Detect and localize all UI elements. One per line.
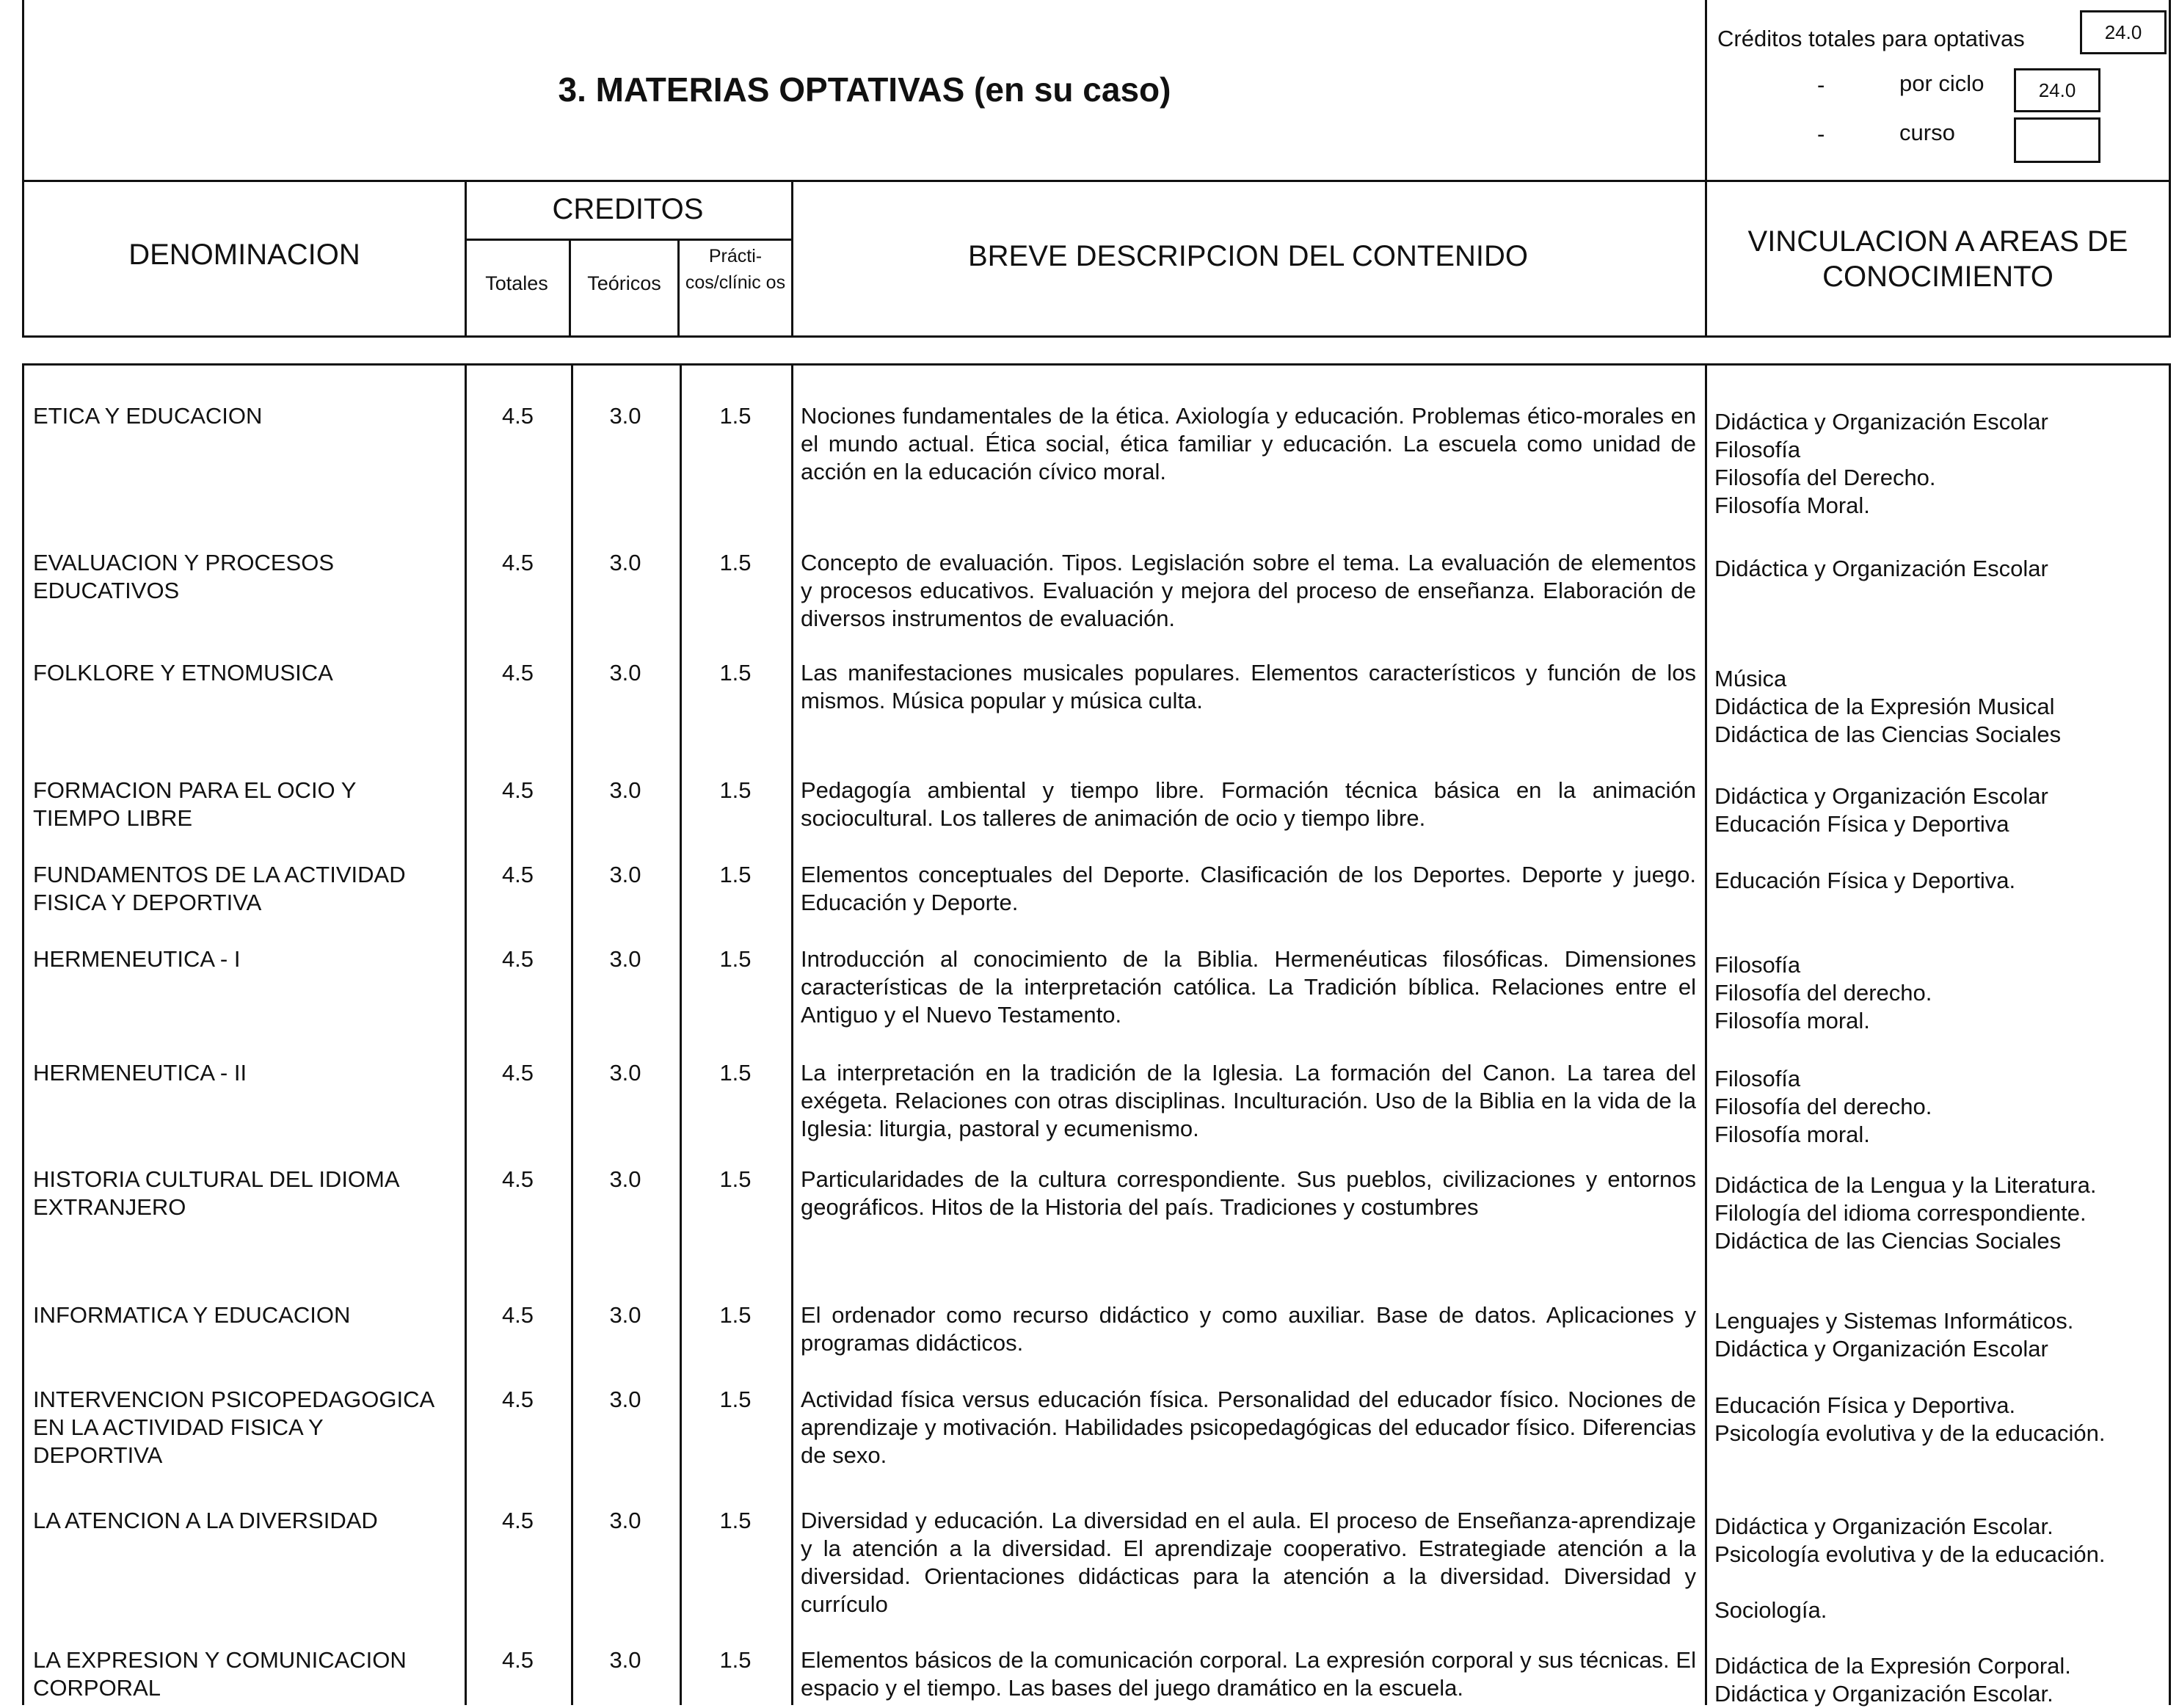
credits-theory: 3.0 bbox=[609, 1302, 641, 1328]
knowledge-areas bbox=[1714, 665, 2169, 749]
credits-theory: 3.0 bbox=[609, 1387, 641, 1412]
practicos-header bbox=[680, 239, 791, 335]
course-description: Las manifestaciones musicales populares. Elementos característicos y función de los mismos. Música popular y música culta. bbox=[801, 660, 1696, 713]
column-headers bbox=[24, 180, 2169, 335]
totales-header bbox=[465, 239, 571, 335]
course-description: El ordenador como recurso didáctico y como auxiliar. Base de datos. Aplicaciones y programas didácticos. bbox=[801, 1302, 1696, 1356]
credits-total: 4.5 bbox=[501, 403, 534, 429]
teoricos-label: Teóricos bbox=[587, 272, 661, 294]
denominacion-header bbox=[24, 180, 467, 335]
knowledge-areas bbox=[1714, 1513, 2169, 1624]
credits-practice: 1.5 bbox=[719, 403, 752, 429]
creditos-header bbox=[465, 180, 793, 335]
knowledge-area: Filosofía bbox=[1714, 437, 1801, 462]
knowledge-area: Didáctica y Organización Escolar bbox=[1714, 783, 2048, 809]
knowledge-area: Psicología evolutiva y de la educación. bbox=[1714, 1541, 2106, 1567]
per-course-dash: - bbox=[1817, 121, 1825, 147]
credits-total: 4.5 bbox=[501, 1302, 534, 1328]
credits-theory: 3.0 bbox=[609, 946, 641, 972]
knowledge-area: Didáctica y Organización Escolar bbox=[1714, 1336, 2048, 1362]
knowledge-area: Educación Física y Deportiva. bbox=[1714, 868, 2016, 893]
credits-theory: 3.0 bbox=[609, 1647, 641, 1673]
credits-theory: 3.0 bbox=[609, 1166, 641, 1192]
credits-practice: 1.5 bbox=[719, 777, 752, 803]
knowledge-area: Didáctica de las Ciencias Sociales bbox=[1714, 722, 2062, 747]
course-name: HERMENEUTICA - I bbox=[33, 946, 241, 972]
course-description: Actividad física versus educación física. Personalidad del educador físico. Nociones de aprendizaje y motivación. Habilidades psicopedagógicas del educador físico. Diferencias de sexo. bbox=[801, 1387, 1696, 1468]
knowledge-area: Filosofía bbox=[1714, 952, 1801, 978]
credits-practice: 1.5 bbox=[719, 946, 752, 972]
total-credits-label: Créditos totales para optativas bbox=[1717, 26, 2025, 51]
teoricos-header bbox=[571, 239, 680, 335]
page-title: 3. MATERIAS OPTATIVAS (en su caso) bbox=[558, 70, 1171, 109]
knowledge-areas bbox=[1714, 555, 2169, 583]
course-name: INTERVENCION PSICOPEDAGOGICA EN LA ACTIVIDAD FISICA Y DEPORTIVA bbox=[33, 1387, 434, 1468]
total-credits-value: 24.0 bbox=[2080, 10, 2167, 54]
course-name: LA EXPRESION Y COMUNICACION CORPORAL bbox=[33, 1647, 407, 1701]
credits-theory: 3.0 bbox=[609, 1060, 641, 1086]
credits-practice: 1.5 bbox=[719, 1647, 752, 1673]
credits-theory: 3.0 bbox=[609, 550, 641, 575]
descripcion-header bbox=[791, 180, 1707, 335]
knowledge-area: Filosofía moral. bbox=[1714, 1008, 1870, 1033]
creditos-label: CREDITOS bbox=[465, 180, 791, 241]
credits-total: 4.5 bbox=[501, 660, 534, 686]
course-name: HISTORIA CULTURAL DEL IDIOMA EXTRANJERO bbox=[33, 1166, 399, 1220]
credits-practice: 1.5 bbox=[719, 1302, 752, 1328]
course-name: FUNDAMENTOS DE LA ACTIVIDAD FISICA Y DEPORTIVA bbox=[33, 862, 406, 915]
credits-total: 4.5 bbox=[501, 1387, 534, 1412]
knowledge-area: Didáctica de la Expresión Corporal. bbox=[1714, 1653, 2071, 1679]
vinculacion-header bbox=[1705, 180, 2171, 335]
knowledge-area: Didáctica y Organización Escolar. bbox=[1714, 1513, 2054, 1539]
knowledge-area: Filosofía del derecho. bbox=[1714, 1094, 1932, 1119]
credits-total: 4.5 bbox=[501, 946, 534, 972]
per-cycle-label: por ciclo bbox=[1899, 70, 1985, 96]
credits-theory: 3.0 bbox=[609, 403, 641, 429]
credits-total: 4.5 bbox=[501, 1166, 534, 1192]
knowledge-area: Filosofía bbox=[1714, 1066, 1801, 1091]
knowledge-area: Filosofía del Derecho. bbox=[1714, 465, 1936, 490]
knowledge-area: Didáctica y Organización Escolar bbox=[1714, 556, 2048, 581]
knowledge-area: Didáctica y Organización Escolar bbox=[1714, 409, 2048, 435]
column-divider bbox=[791, 366, 793, 1705]
course-name: ETICA Y EDUCACION bbox=[33, 403, 263, 429]
course-name: FOLKLORE Y ETNOMUSICA bbox=[33, 660, 333, 686]
courses-table bbox=[22, 363, 2171, 1705]
knowledge-area: Filosofía del derecho. bbox=[1714, 980, 1932, 1006]
course-description: Pedagogía ambiental y tiempo libre. Formación técnica básica en la animación sociocultural. Los talleres de animación de ocio y tiempo libre. bbox=[801, 777, 1696, 831]
column-divider bbox=[1705, 366, 1707, 1705]
course-name: FORMACION PARA EL OCIO Y TIEMPO LIBRE bbox=[33, 777, 356, 831]
credits-total: 4.5 bbox=[501, 862, 534, 887]
credits-practice: 1.5 bbox=[719, 862, 752, 887]
knowledge-areas bbox=[1714, 782, 2169, 838]
credits-total: 4.5 bbox=[501, 777, 534, 803]
credits-total: 4.5 bbox=[501, 1060, 534, 1086]
knowledge-area: Didáctica y Organización Escolar. bbox=[1714, 1681, 2054, 1707]
practicos-label: Prácti-cos/clínic os bbox=[685, 246, 786, 293]
knowledge-area: Lenguajes y Sistemas Informáticos. bbox=[1714, 1308, 2074, 1334]
credits-theory: 3.0 bbox=[609, 777, 641, 803]
credits-practice: 1.5 bbox=[719, 1166, 752, 1192]
knowledge-area: Educación Física y Deportiva bbox=[1714, 811, 2009, 837]
credits-total: 4.5 bbox=[501, 1508, 534, 1533]
credits-total: 4.5 bbox=[501, 550, 534, 575]
knowledge-area: Filosofía moral. bbox=[1714, 1122, 1870, 1147]
credits-practice: 1.5 bbox=[719, 1060, 752, 1086]
knowledge-area: Sociología. bbox=[1714, 1597, 1827, 1623]
knowledge-area: Filosofía Moral. bbox=[1714, 493, 1870, 518]
per-course-value bbox=[2014, 117, 2100, 163]
per-course-label: curso bbox=[1899, 120, 1955, 145]
per-cycle-value: 24.0 bbox=[2014, 68, 2100, 112]
knowledge-areas bbox=[1714, 867, 2169, 895]
course-description: La interpretación en la tradición de la Iglesia. La formación del Canon. La tarea del exégeta. Relaciones con otras disciplinas. Inculturación. Uso de la Biblia en la vida de la Iglesia: liturgia, pastoral y ecumenismo. bbox=[801, 1060, 1696, 1141]
course-name: INFORMATICA Y EDUCACION bbox=[33, 1302, 351, 1328]
course-name: EVALUACION Y PROCESOS EDUCATIVOS bbox=[33, 550, 335, 603]
knowledge-area bbox=[1714, 1569, 2169, 1596]
vinculacion-label: VINCULACION A AREAS DE CONOCIMIENTO bbox=[1747, 225, 2128, 293]
course-description: Particularidades de la cultura correspondiente. Sus pueblos, civilizaciones y entornos geográficos. Hitos de la Historia del país. Tradiciones y costumbres bbox=[801, 1166, 1696, 1220]
knowledge-areas bbox=[1714, 1307, 2169, 1363]
title-row bbox=[24, 0, 2169, 182]
knowledge-area: Didáctica de la Lengua y la Literatura. bbox=[1714, 1172, 2097, 1198]
totales-label: Totales bbox=[485, 272, 548, 294]
credits-total: 4.5 bbox=[501, 1647, 534, 1673]
credits-practice: 1.5 bbox=[719, 1508, 752, 1533]
course-name: HERMENEUTICA - II bbox=[33, 1060, 247, 1086]
knowledge-areas bbox=[1714, 1652, 2169, 1708]
knowledge-area: Filología del idioma correspondiente. bbox=[1714, 1200, 2087, 1226]
knowledge-areas bbox=[1714, 1392, 2169, 1447]
credits-practice: 1.5 bbox=[719, 550, 752, 575]
knowledge-area: Didáctica de las Ciencias Sociales bbox=[1714, 1228, 2062, 1254]
course-name: LA ATENCION A LA DIVERSIDAD bbox=[33, 1508, 378, 1533]
credits-practice: 1.5 bbox=[719, 660, 752, 686]
course-description: Nociones fundamentales de la ética. Axiología y educación. Problemas ético-morales en el mundo actual. Ética social, ética familiar y educación. La escuela como unidad de acción en la educación cívico moral. bbox=[801, 403, 1696, 484]
knowledge-areas bbox=[1714, 951, 2169, 1035]
knowledge-area: Educación Física y Deportiva. bbox=[1714, 1392, 2016, 1418]
descripcion-label: BREVE DESCRIPCION DEL CONTENIDO bbox=[967, 240, 1529, 272]
per-cycle-dash: - bbox=[1817, 72, 1825, 98]
knowledge-areas bbox=[1714, 1171, 2169, 1255]
credits-practice: 1.5 bbox=[719, 1387, 752, 1412]
course-description: Diversidad y educación. La diversidad en el aula. El proceso de Enseñanza-aprendizaje y la atención a la diversidad. El aprendizaje cooperativo. Estrategiade atención a la diversidad. Orientaciones didácticas para la atención a la diversidad. Diversidad y currículo bbox=[801, 1508, 1696, 1617]
course-description: Elementos básicos de la comunicación corporal. La expresión corporal y sus técnicas. El espacio y el tiempo. Las bases del juego dramático en la escuela. bbox=[801, 1647, 1696, 1701]
credits-theory: 3.0 bbox=[609, 862, 641, 887]
course-description: Concepto de evaluación. Tipos. Legislación sobre el tema. La evaluación de elementos y procesos educativos. Evaluación y mejora del proceso de enseñanza. Elaboración de diversos instrumentos de evaluación. bbox=[801, 550, 1696, 631]
credits-theory: 3.0 bbox=[609, 660, 641, 686]
denominacion-label: DENOMINACION bbox=[128, 239, 360, 271]
course-description: Elementos conceptuales del Deporte. Clasificación de los Deportes. Deporte y juego. Educación y Deporte. bbox=[801, 862, 1696, 915]
knowledge-area: Didáctica de la Expresión Musical bbox=[1714, 694, 2055, 719]
table-header bbox=[22, 0, 2171, 338]
knowledge-area: Música bbox=[1714, 666, 1787, 691]
course-description: Introducción al conocimiento de la Biblia. Hermenéuticas filosóficas. Dimensiones características de la interpretación católica. La Tradición bíblica. Relaciones entre el Antiguo y el Nuevo Testamento. bbox=[801, 946, 1696, 1028]
credit-summary bbox=[1705, 0, 2175, 180]
credits-theory: 3.0 bbox=[609, 1508, 641, 1533]
knowledge-areas bbox=[1714, 408, 2169, 520]
knowledge-areas bbox=[1714, 1065, 2169, 1149]
knowledge-area: Psicología evolutiva y de la educación. bbox=[1714, 1420, 2106, 1446]
